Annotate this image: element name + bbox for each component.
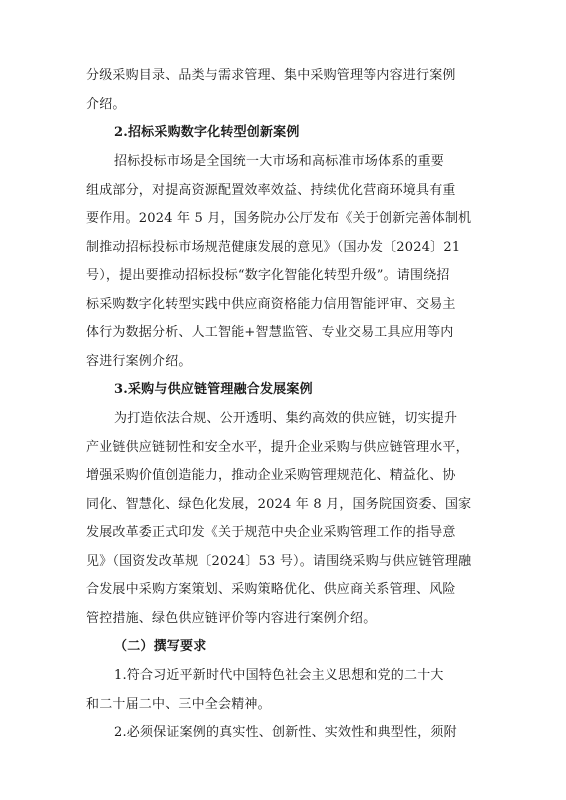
text-line: 组成部分，对提高资源配置效率效益、持续优化营商环境具有重 [86,182,456,198]
text-line: 体行为数据分析、人工智能+智慧监管、专业交易工具应用等内 [86,325,454,340]
intro-paragraph [86,62,486,119]
text-line: 同化、智慧化、绿色化发展，2024 年 8 月，国务院国资委、国家 [86,496,472,512]
text-line: 为打造依法合规、公开透明、集约高效的供应链，切实提升 [114,411,458,426]
text-line: 合发展中采购方案策划、采购策略优化、供应商关系管理、风险 [86,582,456,597]
writing-requirements-body [86,662,486,748]
text-line: 分级采购目录、品类与需求管理、集中采购管理等内容进行案例 [86,68,456,83]
text-line: 招标投标市场是全国统一大市场和高标准市场体系的重要 [114,154,445,169]
text-line: 号），提出要推动招标投标“数字化智能化转型升级”。请围绕招 [86,268,450,283]
section-heading-3: 3.采购与供应链管理融合发展案例 [114,382,313,397]
section-body-3 [86,405,486,633]
text-line: 增强采购价值创造能力，推动企业采购管理规范化、精益化、协 [86,468,456,483]
text-line: 介绍。 [86,96,126,112]
writing-requirements-heading: （二）撰写要求 [114,639,207,654]
text-line: 要作用。2024 年 5 月，国务院办公厅发布《关于创新完善体制机 [86,211,472,226]
text-line: 见》（国资发改革规〔2024〕53 号）。请围绕采购与供应链管理融 [86,553,472,569]
requirement-item-2: 2.必须保证案例的真实性、创新性、实效性和典型性，须附 [114,725,457,740]
text-line: 和二十届二中、三中全会精神。 [86,696,271,712]
text-line: 产业链供应链韧性和安全水平，提升企业采购与供应链管理水平， [86,439,469,455]
text-line: 标采购数字化转型实践中供应商资格能力信用智能评审、交易主 [86,296,456,312]
text-line: 容进行案例介绍。 [86,353,192,369]
text-line: 管控措施、绿色供应链评价等内容进行案例介绍。 [86,610,377,626]
section-body-2 [86,148,486,376]
text-line: 制推动招标投标市场规范健康发展的意见》（国办发〔2024〕21 [86,239,461,255]
section-heading-2: 2.招标采购数字化转型创新案例 [114,125,300,140]
requirement-item-1: 1.符合习近平新时代中国特色社会主义思想和党的二十大 [114,668,444,683]
text-line: 发展改革委正式印发《关于规范中央企业采购管理工作的指导意 [86,525,456,540]
